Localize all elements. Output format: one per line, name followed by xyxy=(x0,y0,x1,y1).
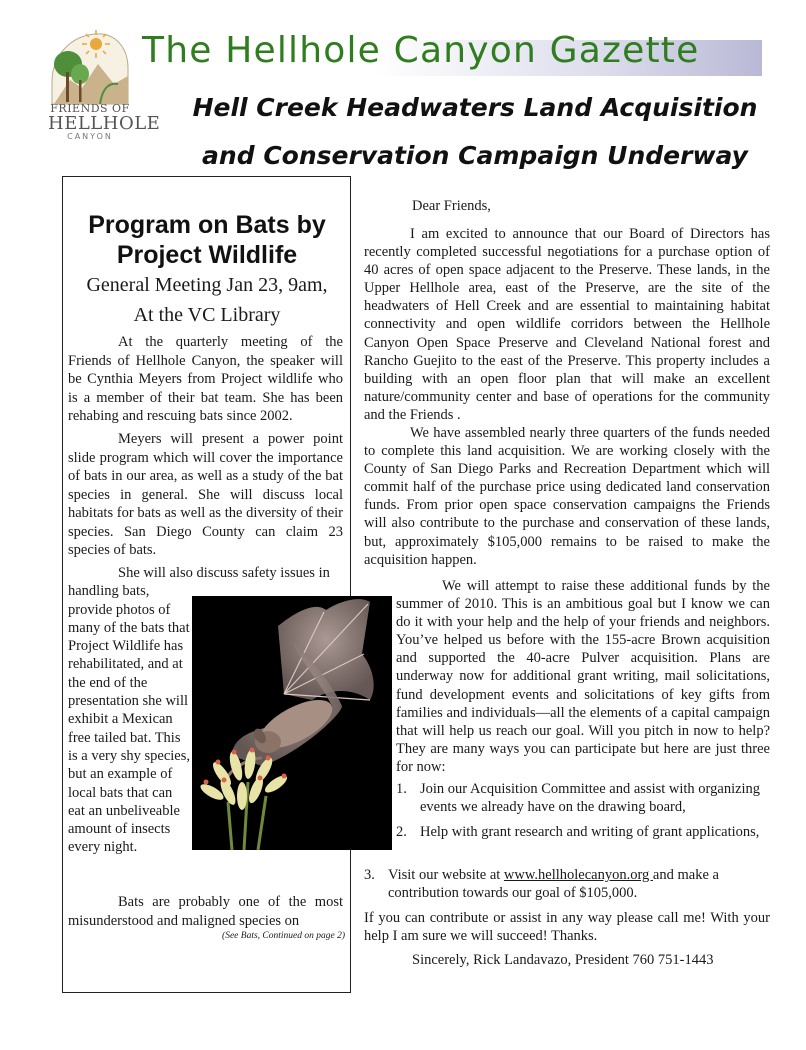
sidebar-paragraph-3 xyxy=(68,564,330,857)
letter-salutation: Dear Friends, xyxy=(412,198,491,214)
list-item-2 xyxy=(396,823,770,841)
sidebar-title-line-2: Project Wildlife xyxy=(116,241,298,269)
bat-photo xyxy=(192,596,392,850)
bat-illustration xyxy=(192,596,392,850)
list-item-3-text-before: Visit our website at xyxy=(388,867,504,883)
letter-paragraph-3: We will attempt to raise these additional funds by the summer of 2010. This is an ambitious goal but I know we can do it with your help and the help of your friends and neighbors. You’ve helped us before with the 155-acre Brown acquisition and supported the 40-acre Pulver acquisition. Plans are underway now for additional grant writing, mail solicitations, fund development events and solicitations of key gifts from families and individuals—all the elements of a capital campaign that will help us reach our goal. Will you pitch in now to help? They are many ways you can participate but here are just three for now: xyxy=(396,578,770,775)
sidebar-paragraph-4: Bats are probably one of the most misunderstood and maligned species on xyxy=(68,894,343,929)
sidebar-title-line-1: Program on Bats by xyxy=(88,211,326,239)
letter-paragraph-2: We have assembled nearly three quarters of the funds needed to complete this land acquisition. We are working closely with the County of San Diego Parks and Recreation Department which will commit half of the purchase price using dedicated land conservation funds. From prior open space conservation campaigns the Friends will also contribute to the purchase and conservation of these lands, but, approximately $105,000 remains to be raised to make the acquisition happen. xyxy=(364,425,770,568)
sidebar-paragraph-2: Meyers will present a power point slide program which will cover the importance of bats in our area, as well as a study of the bat species in general. She will discuss local habitats for bats as well as the diversity of their species. San Diego County can claim 23 species of bats. xyxy=(68,431,343,558)
website-link[interactable]: www.hellholecanyon.org xyxy=(503,867,653,883)
lead-headline xyxy=(150,84,800,180)
sidebar-meeting-info xyxy=(64,270,350,330)
sidebar-paragraph-3-rest: handling bats, provide photos of many of the bats that Project Wildlife has rehabilitated, and at the end of the presentation she will exhibit a Mexican free tailed bat. This is a very shy species, but an example of local bats that can eat an unbeliveable amount of insects every night. xyxy=(68,583,191,856)
list-item-1-number: 1. xyxy=(396,781,407,797)
list-item-2-text: Help with grant research and writing of grant applications, xyxy=(420,824,760,840)
list-item-1-text: Join our Acquisition Committee and assist with organizing events we already have on the drawing board, xyxy=(420,781,761,816)
logo-text-line2: HELLHOLE xyxy=(48,113,161,134)
logo-text-line3: CANYON xyxy=(67,132,113,141)
letter-paragraph-1: I am excited to announce that our Board of Directors has recently completed successful negotiations for a purchase option of 40 acres of open space adjacent to the Preserve. These lands, in the Upper Hellhole area, east of the Preserve, are the site of the headwaters of Hell Creek and are essential to maintaining habitat connectivity and open wildlife corridors between the Hellhole Canyon Open Space Preserve and Cleveland National forest and Rancho Guejito to the east of the Preserve. This property includes a building with an open floor plan that will make an excellent nature/community center and base of operations for the community and the Friends . xyxy=(364,226,770,423)
gazette-title: The Hellhole Canyon Gazette xyxy=(142,30,700,71)
sidebar-paragraph-1: At the quarterly meeting of the Friends of Hellhole Canyon, the speaker will be Cynthia Meyers from Project wildlife who is a member of their bat team. She has been rehabing and rescuing bats since 2002. xyxy=(68,334,343,424)
sidebar-article-title xyxy=(64,210,350,270)
list-item-3-number: 3. xyxy=(364,867,375,883)
sidebar-paragraph-3-first-line: She will also discuss safety issues in xyxy=(118,565,330,581)
list-item-2-number: 2. xyxy=(396,824,407,840)
list-item-3-text-after: and make a contribution towards our goal of $105,000. xyxy=(388,867,719,902)
logo-text-line1: FRIENDS OF xyxy=(50,102,130,115)
list-item-3 xyxy=(364,866,770,902)
meeting-date-time: General Meeting Jan 23, 9am, xyxy=(86,274,328,296)
headline-line-1: Hell Creek Headwaters Land Acquisition xyxy=(192,93,758,122)
headline-line-2: and Conservation Campaign Underway xyxy=(202,141,748,170)
meeting-location: At the VC Library xyxy=(133,304,281,326)
list-item-1 xyxy=(396,780,770,816)
list-item-3-text xyxy=(364,866,770,902)
letter-paragraph-4: If you can contribute or assist in any way please call me! With your help I am sure we will succeed! Thanks. xyxy=(364,910,770,945)
friends-of-hellhole-canyon-logo xyxy=(48,24,161,148)
continued-on-page-2-note: (See Bats, Continued on page 2) xyxy=(222,931,345,941)
letter-signature: Sincerely, Rick Landavazo, President 760 751-1443 xyxy=(412,952,714,968)
